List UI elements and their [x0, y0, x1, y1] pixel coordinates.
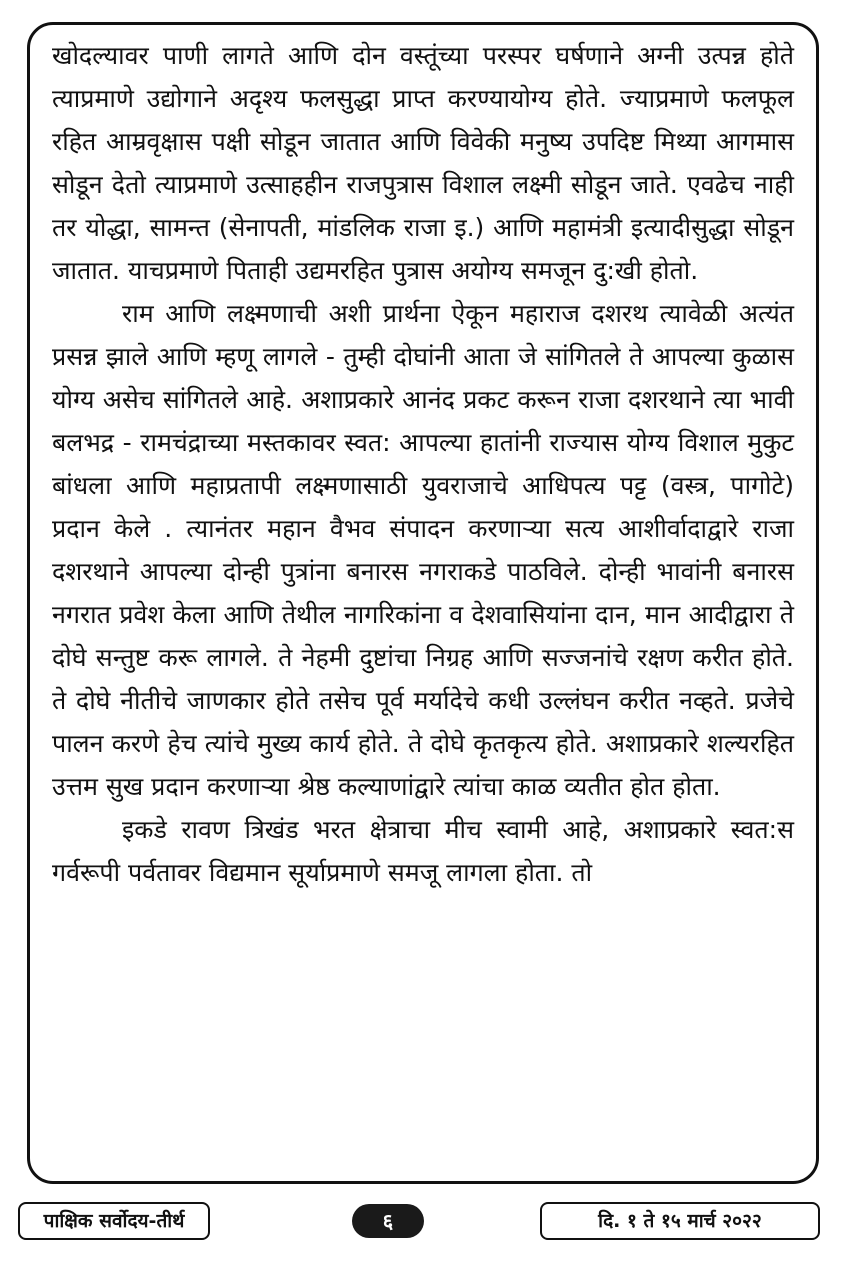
page-number: ६: [352, 1204, 424, 1238]
body-text: [52, 34, 794, 894]
paragraph-2: राम आणि लक्ष्मणाची अशी प्रार्थना ऐकून महाराज दशरथ त्यावेळी अत्यंत प्रसन्न झाले आणि म्हणू लागले - तुम्ही दोघांनी आता जे सांगितले ते आपल्या कुळास योग्य असेच सांगितले आहे. अशाप्रकारे आनंद प्रकट करून राजा दशरथाने त्या भावी बलभद्र - रामचंद्राच्या मस्तकावर स्वत: आपल्या हातांनी राज्यास योग्य विशाल मुकुट बांधला आणि महाप्रतापी लक्ष्मणासाठी युवराजाचे आधिपत्य पट्ट (वस्त्र, पागोटे) प्रदान केले . त्यानंतर महान वैभव संपादन करणाऱ्या सत्य आशीर्वादाद्वारे राजा दशरथाने आपल्या दोन्ही पुत्रांना बनारस नगराकडे पाठविले. दोन्ही भावांनी बनारस नगरात प्रवेश केला आणि तेथील नागरिकांना व देशवासियांना दान, मान आदीद्वारा ते दोघे सन्तुष्ट करू लागले. ते नेहमी दुष्टांचा निग्रह आणि सज्जनांचे रक्षण करीत होते. ते दोघे नीतीचे जाणकार होते तसेच पूर्व मर्यादेचे कधी उल्लंघन करीत नव्हते. प्रजेचे पालन करणे हेच त्यांचे मुख्य कार्य होते. ते दोघे कृतकृत्य होते. अशाप्रकारे शल्यरहित उत्तम सुख प्रदान करणाऱ्या श्रेष्ठ कल्याणांद्वारे त्यांचा काळ व्यतीत होत होता.: [52, 299, 794, 801]
paragraph-1: खोदल्यावर पाणी लागते आणि दोन वस्तूंच्या परस्पर घर्षणाने अग्नी उत्पन्न होते त्याप्रमाणे उद्योगाने अदृश्य फलसुद्धा प्राप्त करण्यायोग्य होते. ज्याप्रमाणे फलफूल रहित आम्रवृक्षास पक्षी सोडून जातात आणि विवेकी मनुष्य उपदिष्ट मिथ्या आगमास सोडून देतो त्याप्रमाणे उत्साहहीन राजपुत्रास विशाल लक्ष्मी सोडून जाते. एवढेच नाही तर योद्धा, सामन्त (सेनापती, मांडलिक राजा इ.) आणि महामंत्री इत्यादीसुद्धा सोडून जातात. याचप्रमाणे पिताही उद्यमरहित पुत्रास अयोग्य समजून दु:खी होतो.: [52, 41, 794, 285]
paragraph-3: इकडे रावण त्रिखंड भरत क्षेत्राचा मीच स्वामी आहे, अशाप्रकारे स्वत:स गर्वरूपी पर्वतावर विद्यमान सूर्याप्रमाणे समजू लागला होता. तो: [52, 815, 794, 887]
publication-name: पाक्षिक सर्वोदय-तीर्थ: [18, 1202, 210, 1240]
issue-date: दि. १ ते १५ मार्च २०२२: [540, 1202, 820, 1240]
